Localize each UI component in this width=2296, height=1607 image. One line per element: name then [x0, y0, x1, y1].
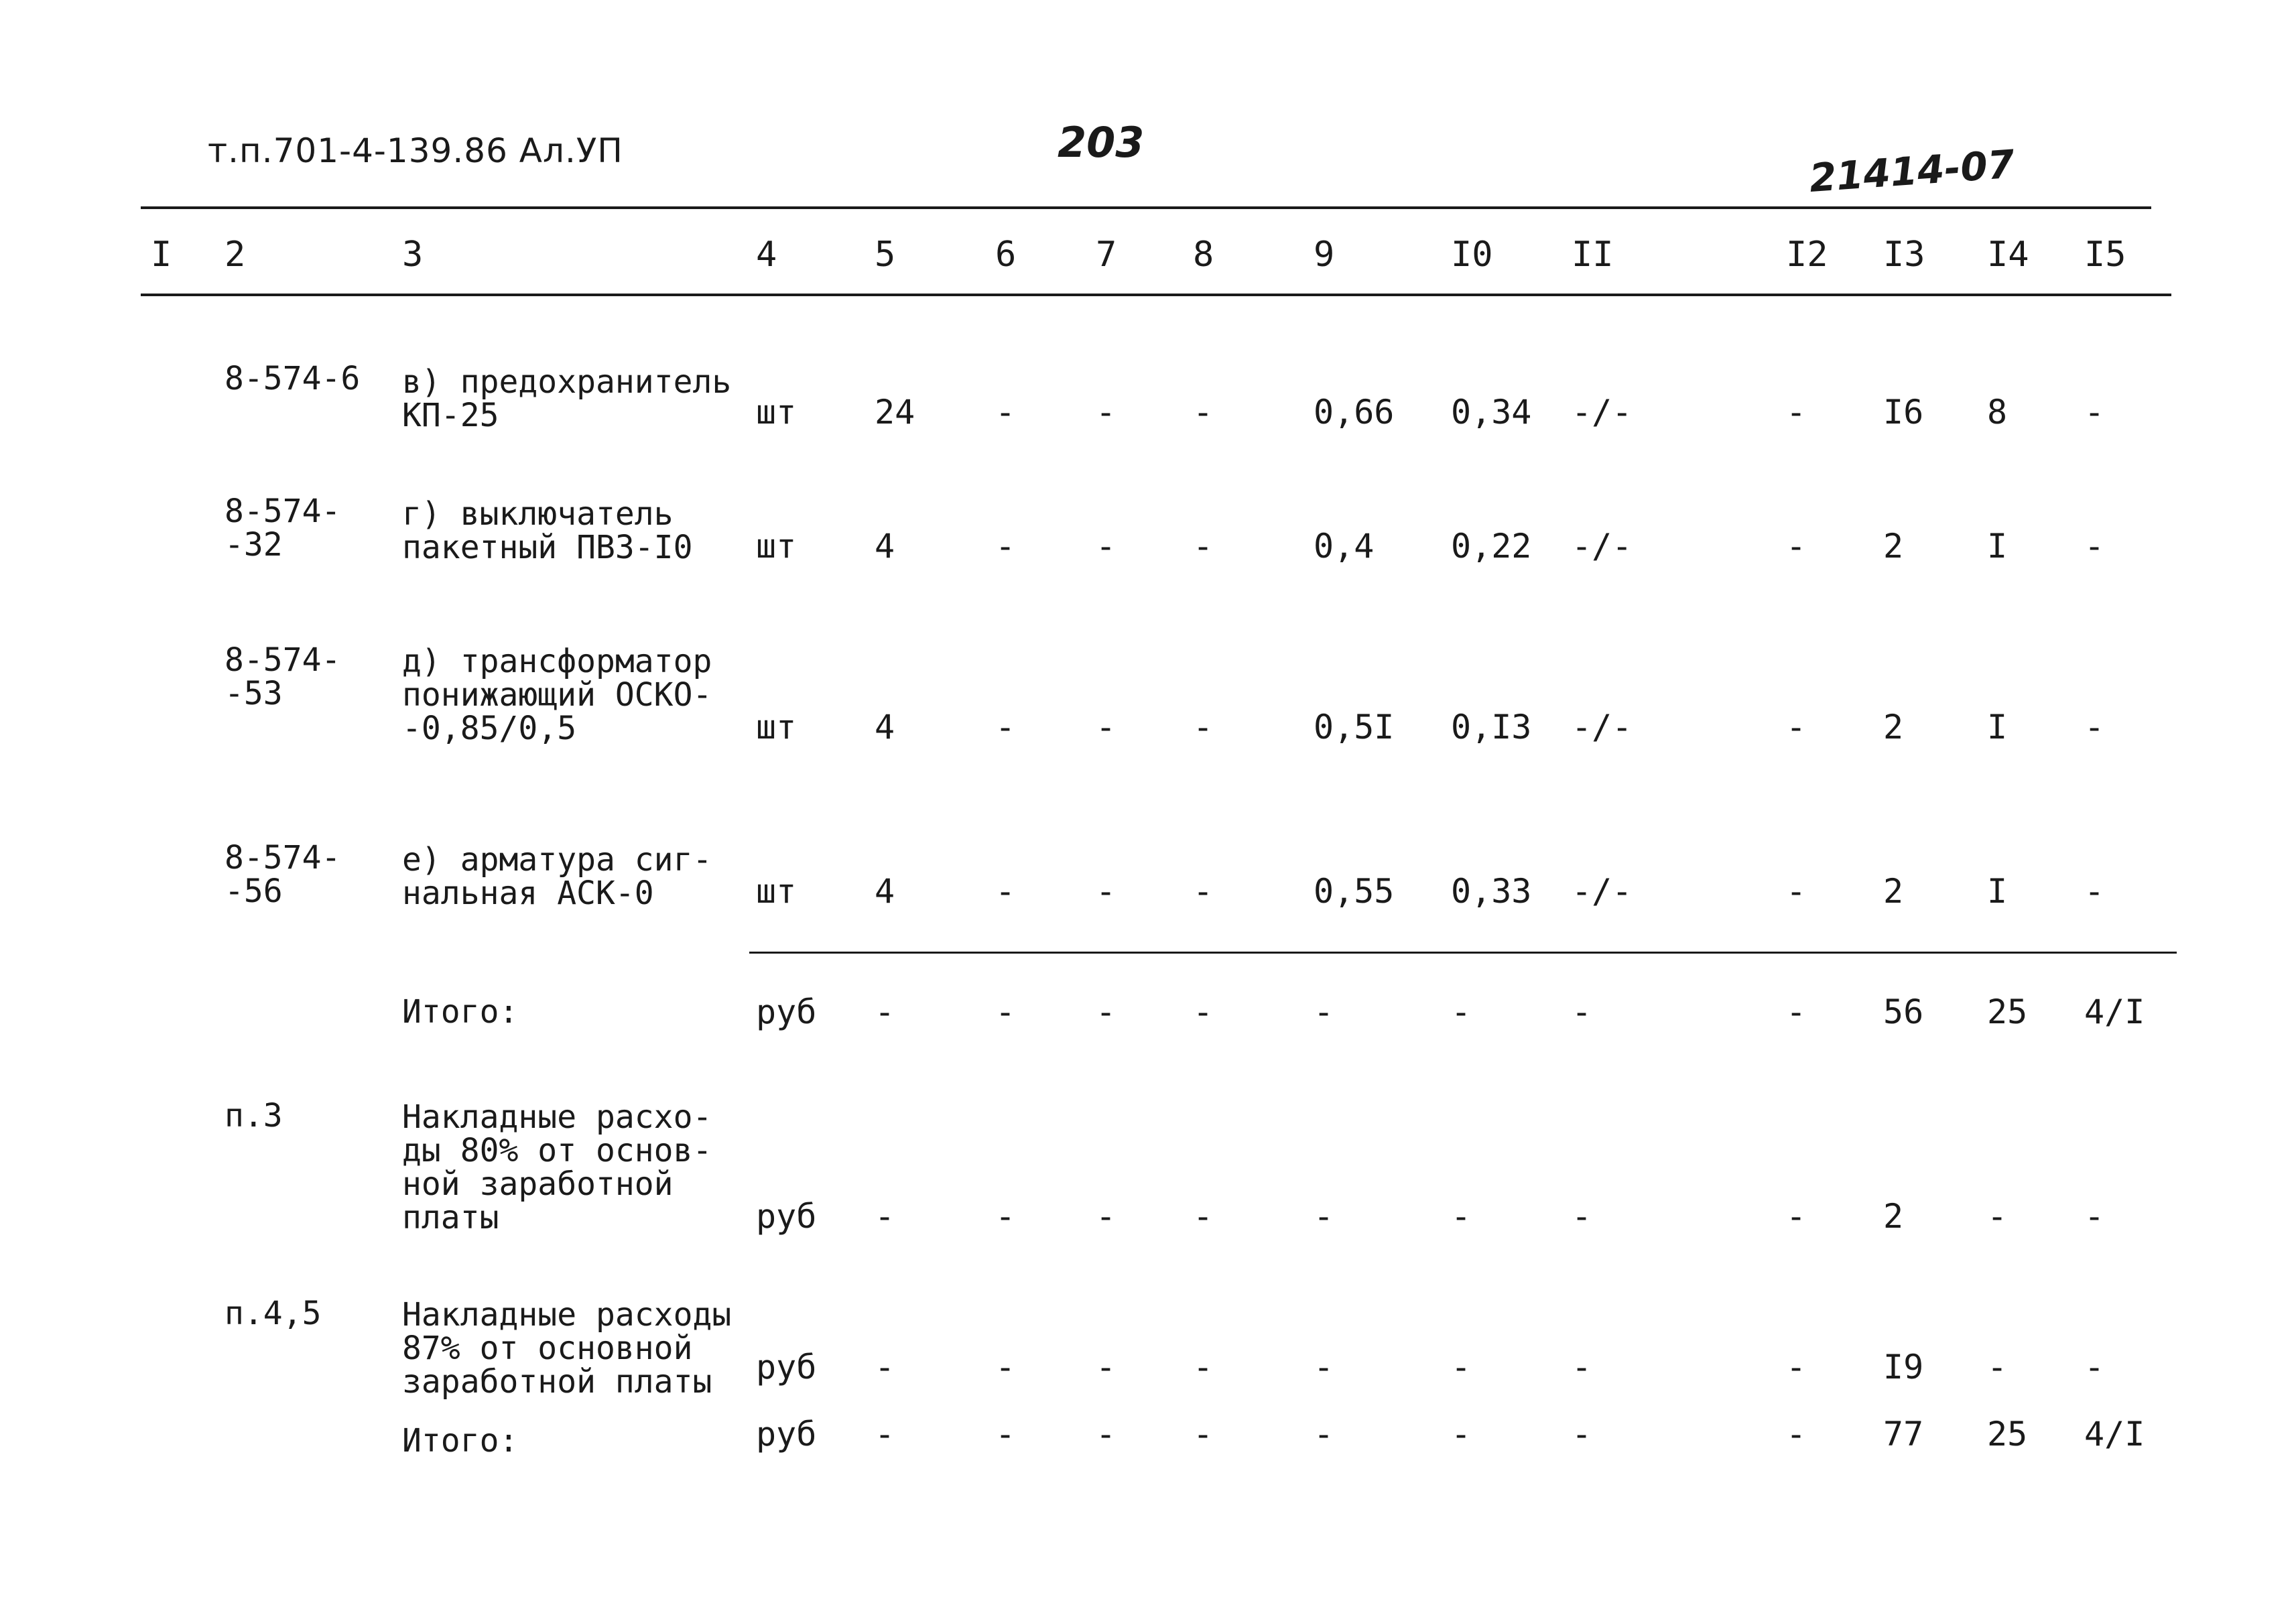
row-cell-col-10: 0,34	[1451, 393, 1532, 432]
row-cell-col-15: -	[2084, 393, 2105, 432]
row-cell-col-9: -	[1314, 1415, 1334, 1454]
row-cell-col-10: -	[1451, 992, 1472, 1031]
row-cell-col-13: I6	[1883, 393, 1924, 432]
column-header-15: I5	[2084, 235, 2126, 275]
column-header-9: 9	[1314, 235, 1335, 275]
row-cell-col-14: 8	[1987, 393, 2008, 432]
row-cell-col-12: -	[1786, 1415, 1807, 1454]
column-header-8: 8	[1193, 235, 1214, 275]
row-cell-col-10: 0,I3	[1451, 708, 1532, 747]
row-unit: руб	[756, 1197, 817, 1236]
column-header-5: 5	[875, 235, 896, 275]
row-cell-col-10: 0,33	[1451, 872, 1532, 911]
row-cell-col-12: -	[1786, 872, 1807, 911]
row-cell-col-7: -	[1096, 1197, 1117, 1236]
row-unit: руб	[756, 1348, 817, 1387]
column-header-2: 2	[225, 235, 246, 275]
page-number: 203	[1058, 118, 1145, 167]
row-cell-col-5: 4	[875, 708, 895, 747]
row-cell-col-8: -	[1193, 527, 1214, 566]
row-cell-col-11: -/-	[1572, 708, 1633, 747]
row-cell-col-7: -	[1096, 708, 1117, 747]
row-cell-col-12: -	[1786, 393, 1807, 432]
column-header-7: 7	[1096, 235, 1117, 275]
row-cell-col-15: 4/I	[2084, 992, 2145, 1031]
row-cell-col-12: -	[1786, 992, 1807, 1031]
row-cell-col-7: -	[1096, 992, 1117, 1031]
row-unit: шт	[756, 393, 797, 432]
header-top-rule	[141, 206, 2151, 209]
row-cell-col-9: 0,55	[1314, 872, 1395, 911]
row-name: е) арматура сиг- нальная АСК-0	[402, 841, 712, 912]
row-name: Накладные расходы 87% от основной заработной платы	[402, 1296, 732, 1401]
row-cell-col-8: -	[1193, 1415, 1214, 1454]
row-cell-col-11: -/-	[1572, 527, 1633, 566]
row-cell-col-11: -/-	[1572, 872, 1633, 911]
row-cell-col-8: -	[1193, 1197, 1214, 1236]
inventory-number: 21414-07	[1807, 141, 2017, 201]
row-cell-col-12: -	[1786, 527, 1807, 566]
row-cell-col-11: -	[1572, 1197, 1592, 1236]
row-cell-col-8: -	[1193, 1348, 1214, 1387]
row-cell-col-15: -	[2084, 527, 2105, 566]
row-cell-col-8: -	[1193, 708, 1214, 747]
row-cell-col-6: -	[995, 1197, 1016, 1236]
row-name: Накладные расхо- ды 80% от основ- ной заработной платы	[402, 1098, 712, 1236]
row-cell-col-10: -	[1451, 1415, 1472, 1454]
row-cell-col-5: -	[875, 1348, 895, 1387]
row-cell-col-12: -	[1786, 1348, 1807, 1387]
row-code: п.3	[225, 1097, 283, 1135]
row-code: 8-574-6	[225, 360, 361, 397]
header-bottom-rule	[141, 294, 2171, 296]
document-code: т.п.701-4-139.86 Ал.УП	[208, 131, 623, 170]
row-cell-col-10: -	[1451, 1197, 1472, 1236]
row-cell-col-12: -	[1786, 1197, 1807, 1236]
row-cell-col-13: 2	[1883, 527, 1904, 566]
row-cell-col-10: 0,22	[1451, 527, 1532, 566]
column-header-4: 4	[756, 235, 777, 275]
row-cell-col-5: -	[875, 1415, 895, 1454]
row-cell-col-14: I	[1987, 872, 2008, 911]
row-code: 8-574- -56	[225, 839, 341, 910]
row-cell-col-6: -	[995, 708, 1016, 747]
row-cell-col-7: -	[1096, 872, 1117, 911]
row-cell-col-13: 2	[1883, 708, 1904, 747]
row-cell-col-9: 0,66	[1314, 393, 1395, 432]
row-cell-col-15: -	[2084, 1348, 2105, 1387]
row-cell-col-10: -	[1451, 1348, 1472, 1387]
row-cell-col-13: I9	[1883, 1348, 1924, 1387]
row-cell-col-11: -	[1572, 1348, 1592, 1387]
row-unit: шт	[756, 872, 797, 911]
row-cell-col-14: I	[1987, 708, 2008, 747]
column-header-1: I	[151, 235, 172, 275]
row-cell-col-14: -	[1987, 1197, 2008, 1236]
row-unit: шт	[756, 527, 797, 566]
row-cell-col-7: -	[1096, 1348, 1117, 1387]
column-header-13: I3	[1883, 235, 1925, 275]
row-cell-col-7: -	[1096, 1415, 1117, 1454]
row-cell-col-6: -	[995, 992, 1016, 1031]
row-name: д) трансформатор понижающий ОСКО- -0,85/0,5	[402, 643, 712, 747]
row-cell-col-14: 25	[1987, 1415, 2028, 1454]
row-name: в) предохранитель КП-25	[402, 363, 732, 434]
row-cell-col-14: 25	[1987, 992, 2028, 1031]
row-name: Итого:	[402, 1422, 519, 1460]
row-cell-col-5: 24	[875, 393, 915, 432]
row-cell-col-7: -	[1096, 527, 1117, 566]
row-cell-col-6: -	[995, 872, 1016, 911]
row-cell-col-11: -	[1572, 1415, 1592, 1454]
row-cell-col-5: -	[875, 1197, 895, 1236]
row-unit: руб	[756, 1415, 817, 1454]
column-header-14: I4	[1987, 235, 2029, 275]
row-cell-col-9: 0,4	[1314, 527, 1375, 566]
row-code: 8-574- -32	[225, 493, 341, 564]
row-name: г) выключатель пакетный ПВЗ-I0	[402, 495, 693, 566]
row-cell-col-11: -/-	[1572, 393, 1633, 432]
row-cell-col-6: -	[995, 393, 1016, 432]
row-cell-col-15: 4/I	[2084, 1415, 2145, 1454]
row-cell-col-14: I	[1987, 527, 2008, 566]
row-unit: шт	[756, 708, 797, 747]
column-header-3: 3	[402, 235, 424, 275]
column-header-10: I0	[1451, 235, 1493, 275]
column-header-11: II	[1572, 235, 1614, 275]
row-cell-col-11: -	[1572, 992, 1592, 1031]
row-cell-col-5: 4	[875, 527, 895, 566]
row-cell-col-7: -	[1096, 393, 1117, 432]
row-code: п.4,5	[225, 1295, 322, 1332]
row-cell-col-8: -	[1193, 872, 1214, 911]
row-cell-col-13: 77	[1883, 1415, 1924, 1454]
row-cell-col-6: -	[995, 527, 1016, 566]
row-cell-col-9: -	[1314, 1197, 1334, 1236]
row-cell-col-13: 56	[1883, 992, 1924, 1031]
row-cell-col-15: -	[2084, 872, 2105, 911]
row-cell-col-5: -	[875, 992, 895, 1031]
row-cell-col-13: 2	[1883, 1197, 1904, 1236]
row-unit: руб	[756, 992, 817, 1031]
subtotal-rule	[749, 952, 2177, 954]
column-header-12: I2	[1786, 235, 1828, 275]
row-code: 8-574- -53	[225, 641, 341, 712]
row-cell-col-6: -	[995, 1348, 1016, 1387]
row-cell-col-15: -	[2084, 1197, 2105, 1236]
row-cell-col-8: -	[1193, 992, 1214, 1031]
row-cell-col-5: 4	[875, 872, 895, 911]
row-cell-col-9: 0,5I	[1314, 708, 1395, 747]
row-cell-col-9: -	[1314, 1348, 1334, 1387]
row-cell-col-6: -	[995, 1415, 1016, 1454]
row-cell-col-15: -	[2084, 708, 2105, 747]
row-cell-col-12: -	[1786, 708, 1807, 747]
row-cell-col-9: -	[1314, 992, 1334, 1031]
row-cell-col-8: -	[1193, 393, 1214, 432]
row-cell-col-14: -	[1987, 1348, 2008, 1387]
row-name: Итого:	[402, 993, 519, 1031]
column-header-6: 6	[995, 235, 1017, 275]
row-cell-col-13: 2	[1883, 872, 1904, 911]
